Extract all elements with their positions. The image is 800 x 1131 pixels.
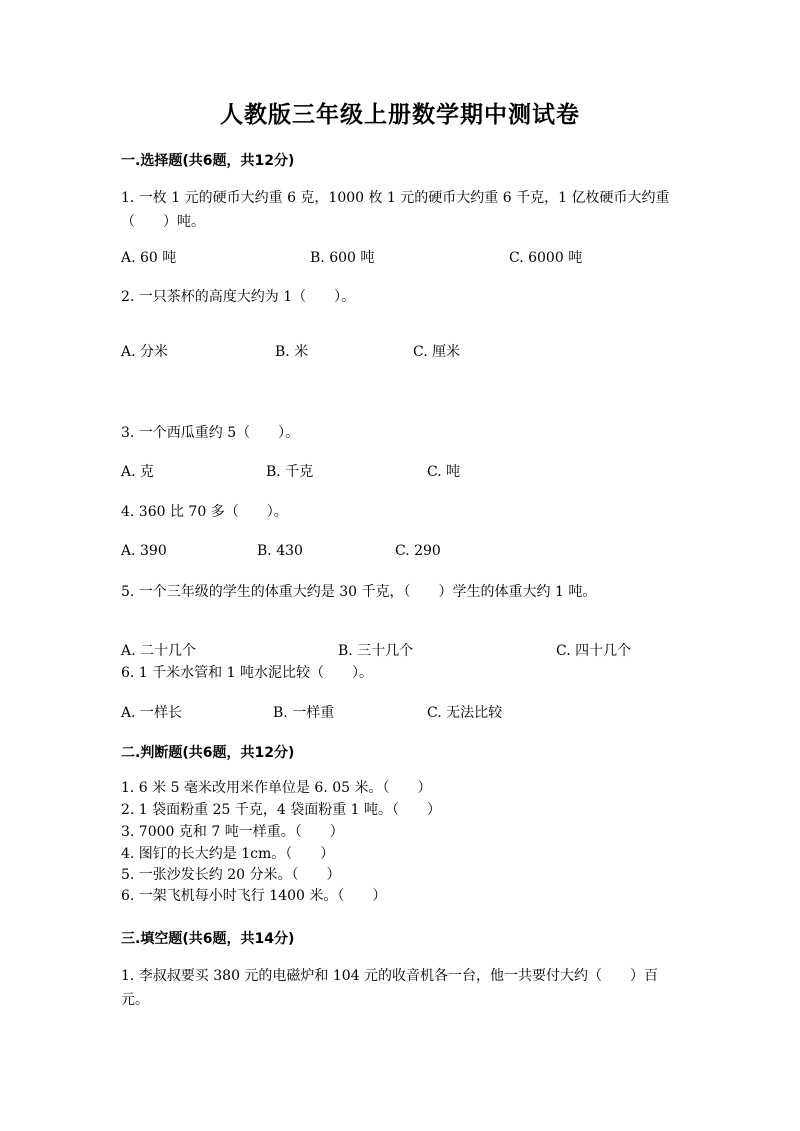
option-a: A. 390 [121,543,167,559]
option-b: B. 三十几个 [338,643,414,659]
option-a: A. 60 吨 [121,250,177,266]
judgement-item: 1. 6 米 5 毫米改用米作单位是 6. 05 米。（ ） [121,780,432,796]
judgement-item: 2. 1 袋面粉重 25 千克，4 袋面粉重 1 吨。（ ） [121,802,442,818]
question-text: 6. 1 千米水管和 1 吨水泥比较（ ）。 [121,665,373,681]
option-b: B. 430 [257,543,303,559]
question-text: 2. 一只茶杯的高度大约为 1（ ）。 [121,289,356,305]
judgement-item: 4. 图钉的长大约是 1cm。（ ） [121,846,335,862]
question-text: 4. 360 比 70 多（ ）。 [121,504,288,520]
option-a: A. 分米 [121,344,169,360]
question-text: 5. 一个三年级的学生的体重大约是 30 千克，（ ）学生的体重大约 1 吨。 [121,584,597,600]
page-title: 人教版三年级上册数学期中测试卷 [220,101,580,128]
judgement-item: 5. 一张沙发长约 20 分米。（ ） [121,867,341,883]
option-c: C. 6000 吨 [509,250,583,266]
option-c: C. 厘米 [413,344,461,360]
question-text: 1. 李叔叔要买 380 元的电磁炉和 104 元的收音机各一台，他一共要付大约（ ）百元。 [121,968,659,1008]
question-text: 3. 一个西瓜重约 5（ ）。 [121,425,300,441]
judgement-item: 6. 一架飞机每小时飞行 1400 米。（ ） [121,888,387,904]
option-a: A. 克 [121,464,155,480]
option-b: B. 千克 [266,464,314,480]
section-heading-choice: 一.选择题(共6题，共12分) [121,153,295,169]
question-text: 1. 一枚 1 元的硬币大约重 6 克，1000 枚 1 元的硬币大约重 6 千克，1 亿枚硬币大约重（ ）吨。 [121,190,670,230]
option-b: B. 一样重 [273,705,335,721]
option-c: C. 290 [395,543,441,559]
option-a: A. 一样长 [121,705,183,721]
option-c: C. 无法比较 [427,705,503,721]
option-a: A. 二十几个 [121,643,197,659]
option-b: B. 600 吨 [310,250,375,266]
judgement-item: 3. 7000 克和 7 吨一样重。（ ） [121,824,344,840]
section-heading-fill-blank: 三.填空题(共6题，共14分) [121,931,295,947]
option-b: B. 米 [275,344,309,360]
option-c: C. 四十几个 [556,643,632,659]
option-c: C. 吨 [427,464,461,480]
section-heading-true-false: 二.判断题(共6题，共12分) [121,745,295,761]
